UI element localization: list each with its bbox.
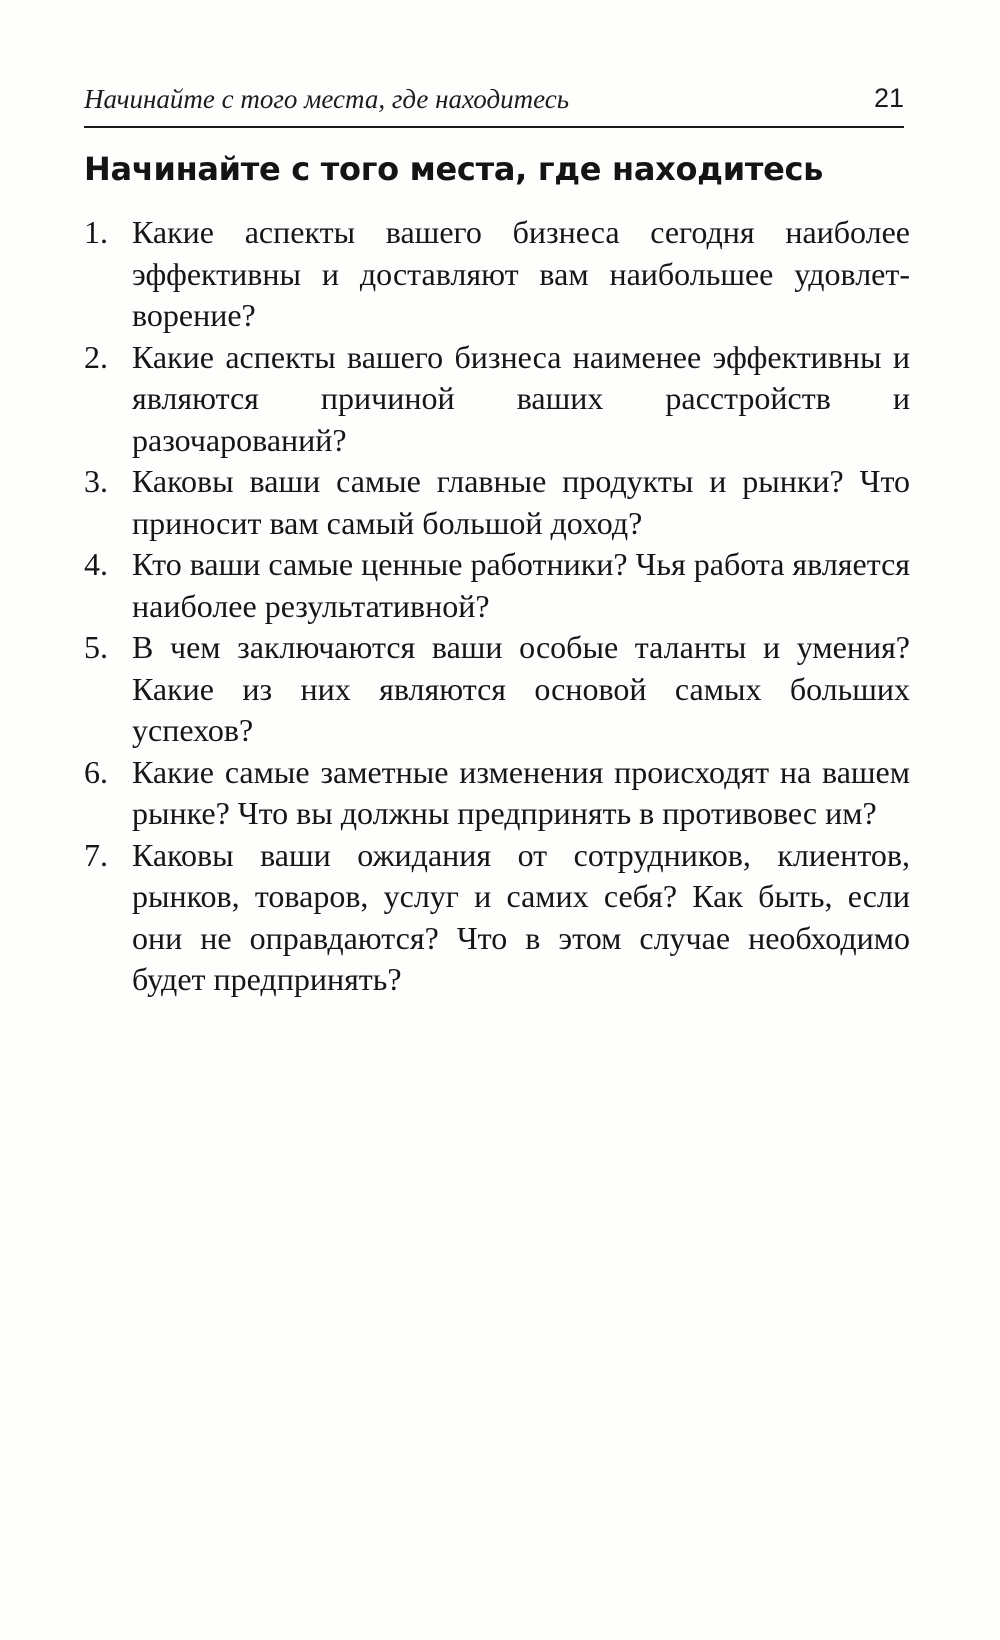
list-item-number: 6. (84, 753, 108, 790)
list-item-number: 2. (84, 338, 108, 375)
list-item (84, 544, 910, 627)
list-item-text: Какие самые заметные изменения происходят на вашем рынке? Что вы должны предпринять в противовес им? (132, 753, 910, 831)
list-item-text: В чем заключаются ваши особые таланты и умения? Какие из них являются основой самых больших успехов? (132, 629, 910, 748)
question-list (84, 212, 910, 1001)
list-item (84, 337, 910, 462)
list-item-number: 1. (84, 214, 108, 250)
list-item-text: Какие аспекты вашего бизнеса сегодня наиболее эффективны и доставляют вам наибольшее удовлетворение? (132, 214, 910, 333)
list-item-text: Каковы ваши ожидания от сотрудников, клиентов, рынков, товаров, услуг и самих себя? Как быть, если они не оправдаются? Что в этом случае необходимо будет предпринять? (132, 836, 910, 997)
list-item (84, 752, 910, 835)
running-title: Начинайте с того места, где находитесь (84, 84, 569, 114)
list-item-text: Кто ваши самые ценные работники? Чья работа является наиболее результативной? (132, 546, 910, 624)
list-item (84, 835, 910, 1001)
running-header (84, 80, 904, 128)
list-item-number: 7. (84, 836, 108, 873)
list-item (84, 461, 910, 544)
list-item-number: 5. (84, 629, 108, 665)
section-heading: Начинайте с того места, где находитесь (84, 150, 824, 188)
list-item-text: Какие аспекты вашего бизнеса наименее эффективны и являются причиной ваших расстройств и разочарований? (132, 338, 910, 458)
list-item (84, 627, 910, 752)
list-item-text: Каковы ваши самые главные продукты и рынки? Что приносит вам самый большой доход? (132, 463, 910, 541)
list-item-number: 4. (84, 546, 108, 582)
list-item-number: 3. (84, 463, 108, 499)
list-item (84, 212, 910, 337)
page-number: 21 (873, 83, 904, 113)
